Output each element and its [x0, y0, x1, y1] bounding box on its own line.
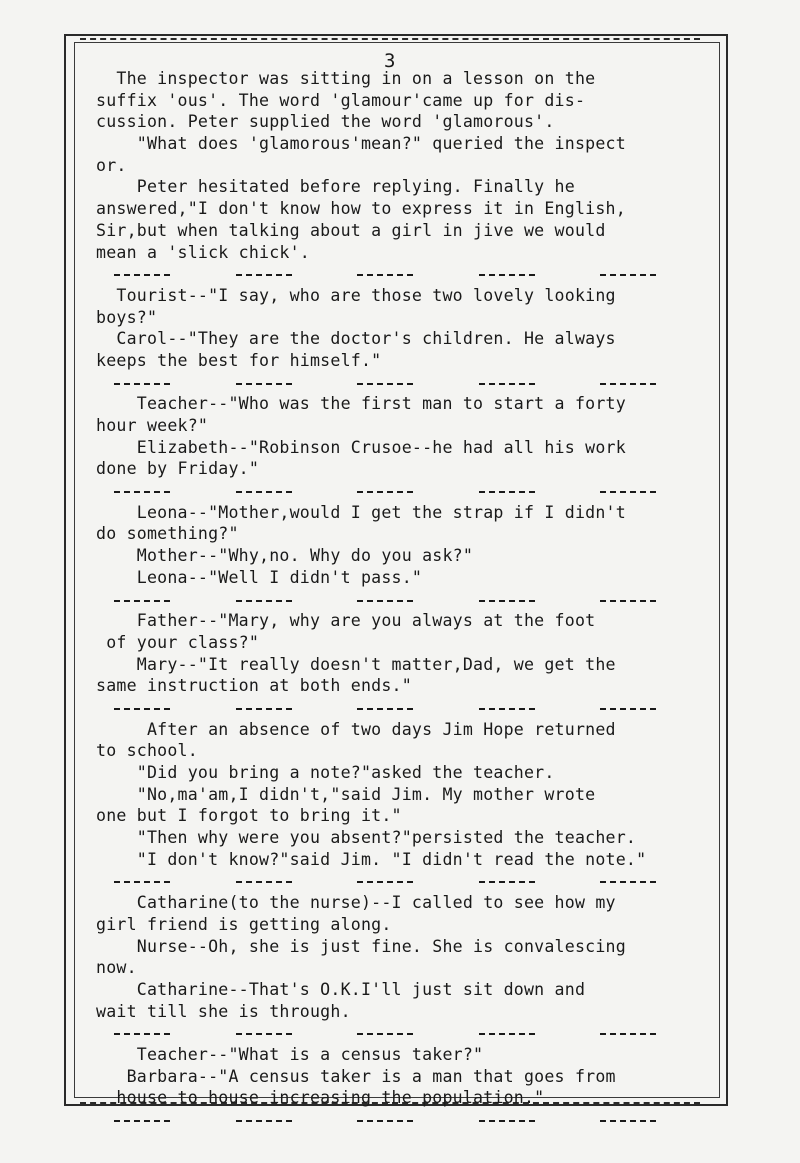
dash-separator: [96, 589, 656, 611]
text-line: "Did you bring a note?"asked the teacher.: [96, 763, 555, 782]
text-line: now.: [96, 958, 137, 978]
text-line: house to house increasing the population.": [96, 1088, 545, 1108]
text-line: "What does 'glamorous'mean?" queried the inspect: [96, 134, 626, 154]
dash-mark: [236, 1033, 292, 1035]
text-line: girl friend is getting along.: [96, 914, 392, 934]
dash-mark: [357, 708, 413, 710]
dash-mark: [236, 274, 292, 276]
dash-mark: [600, 1033, 656, 1035]
dash-mark: [479, 383, 535, 385]
text-line: answered,"I don't know how to express it in English,: [96, 199, 626, 219]
dash-mark: [236, 1120, 292, 1122]
dash-separator: [96, 1022, 656, 1044]
dash-separator: [96, 480, 656, 502]
text-line: Carol--"They are the doctor's children. He always: [96, 329, 616, 349]
dash-mark: [114, 383, 170, 385]
dash-mark: [479, 1120, 535, 1122]
text-line: "Then why were you absent?"persisted the teacher.: [96, 828, 637, 848]
dash-mark: [236, 383, 292, 385]
text-line: Sir,but when talking about a girl in jive we would: [96, 220, 606, 240]
dash-mark: [600, 383, 656, 385]
typewritten-text: [96, 68, 726, 1131]
dash-mark: [357, 491, 413, 493]
text-line: cussion. Peter supplied the word 'glamorous'.: [96, 112, 555, 132]
dash-mark: [600, 708, 656, 710]
text-line: mean a 'slick chick'.: [96, 242, 310, 262]
text-line: Barbara--"A census taker is a man that goes from: [96, 1066, 616, 1086]
dash-mark: [236, 491, 292, 493]
dash-mark: [114, 491, 170, 493]
text-line: Teacher--"Who was the first man to start a forty: [96, 394, 626, 414]
dash-separator: [96, 870, 656, 892]
dash-mark: [600, 1120, 656, 1122]
text-line: Father--"Mary, why are you always at the foot: [96, 611, 596, 631]
dash-mark: [479, 708, 535, 710]
text-line: Nurse--Oh, she is just fine. She is convalescing: [96, 936, 626, 956]
dash-mark: [114, 881, 170, 883]
dash-separator: [96, 372, 656, 394]
text-line: boys?": [96, 307, 158, 327]
text-line: After an absence of two days Jim Hope returned: [96, 719, 616, 739]
text-line: Mother--"Why,no. Why do you ask?": [96, 546, 474, 566]
text-line: same instruction at both ends.": [96, 676, 412, 696]
dash-mark: [114, 600, 170, 602]
dash-mark: [357, 274, 413, 276]
dash-mark: [114, 1120, 170, 1122]
dash-mark: [479, 274, 535, 276]
dash-mark: [357, 1033, 413, 1035]
text-line: do something?": [96, 524, 239, 544]
text-line: hour week?": [96, 416, 209, 435]
dash-mark: [236, 600, 292, 602]
text-line: done by Friday.": [96, 459, 260, 479]
text-line: keeps the best for himself.": [96, 350, 382, 370]
dash-mark: [357, 1120, 413, 1122]
dash-mark: [114, 274, 170, 276]
text-line: Peter hesitated before replying. Finally he: [96, 177, 575, 197]
dash-mark: [114, 1033, 170, 1035]
text-line: Mary--"It really doesn't matter,Dad, we get the: [96, 654, 616, 674]
dash-mark: [600, 600, 656, 602]
text-line: Teacher--"What is a census taker?": [96, 1044, 484, 1064]
dash-mark: [479, 1033, 535, 1035]
dash-separator: [96, 263, 656, 285]
text-line: of your class?": [96, 632, 260, 652]
text-line: Leona--"Well I didn't pass.": [96, 567, 423, 587]
text-line: "No,ma'am,I didn't,"said Jim. My mother wrote: [96, 784, 596, 804]
dash-mark: [479, 600, 535, 602]
dash-mark: [479, 881, 535, 883]
dash-mark: [236, 881, 292, 883]
text-line: Catharine--That's O.K.I'll just sit down and: [96, 979, 586, 999]
text-line: to school.: [96, 741, 198, 761]
dash-separator: [96, 697, 656, 719]
text-line: suffix 'ous'. The word 'glamour'came up for dis-: [96, 90, 586, 110]
dash-separator: [96, 1109, 656, 1131]
dash-mark: [600, 881, 656, 883]
top-dashed-rule: [80, 38, 700, 40]
dash-mark: [357, 383, 413, 385]
text-line: The inspector was sitting in on a lesson on the: [96, 69, 596, 88]
dash-mark: [479, 491, 535, 493]
text-line: Tourist--"I say, who are those two lovely looking: [96, 285, 616, 305]
text-line: Elizabeth--"Robinson Crusoe--he had all his work: [96, 437, 626, 457]
dash-mark: [600, 491, 656, 493]
text-line: "I don't know?"said Jim. "I didn't read the note.": [96, 849, 647, 869]
page-number: 3: [384, 50, 396, 72]
text-line: Leona--"Mother,would I get the strap if I didn't: [96, 502, 626, 522]
dash-mark: [600, 274, 656, 276]
text-line: or.: [96, 155, 127, 175]
dash-mark: [114, 708, 170, 710]
text-line: one but I forgot to bring it.": [96, 806, 402, 826]
dash-mark: [357, 600, 413, 602]
text-line: wait till she is through.: [96, 1001, 351, 1021]
dash-mark: [357, 881, 413, 883]
text-line: Catharine(to the nurse)--I called to see how my: [96, 893, 616, 913]
dash-mark: [236, 708, 292, 710]
